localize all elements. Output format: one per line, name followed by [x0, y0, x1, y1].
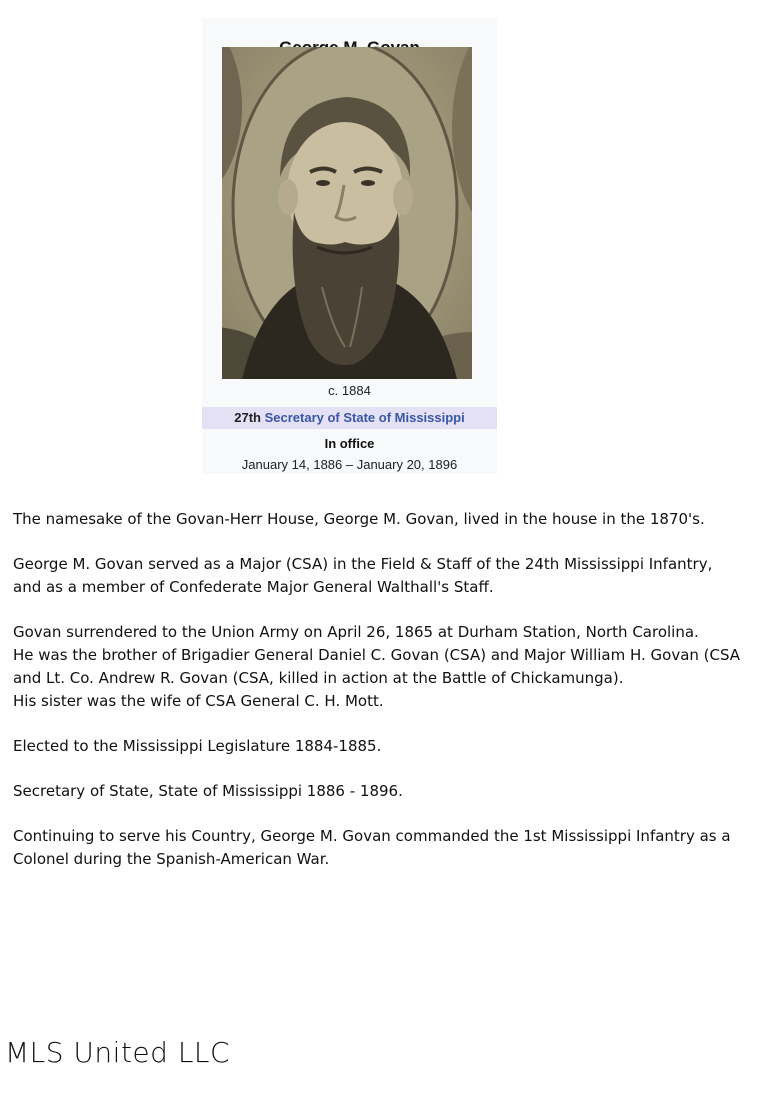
paragraph-namesake: The namesake of the Govan-Herr House, George M. Govan, lived in the house in the 1870's.: [13, 510, 705, 528]
paragraph-spanish-war: Continuing to serve his Country, George M. Govan commanded the 1st Mississippi Infantry as a Colonel during the Spanish-American War.: [13, 827, 731, 868]
watermark-logo: MLS United LLC: [5, 1036, 231, 1069]
paragraph-surrender: Govan surrendered to the Union Army on April 26, 1865 at Durham Station, North Carolina. He was the brother of Brigadier General Daniel C. Govan (CSA) and Major William H. Govan (CSA and Lt. Co. Andrew R. Govan (CSA, killed in action at the Battle of Chickamunga). His sister was the wife of CSA General C. H. Mott.: [13, 623, 741, 710]
office-number: 27th: [234, 410, 261, 425]
paragraph-secretary: Secretary of State, State of Mississippi 1886 - 1896.: [13, 782, 403, 800]
photo-caption: c. 1884: [328, 383, 371, 398]
biography-text: [13, 508, 753, 893]
term-dates: January 14, 1886 – January 20, 1896: [241, 457, 458, 472]
infobox: [202, 18, 497, 474]
paragraph-service: George M. Govan served as a Major (CSA) in the Field & Staff of the 24th Mississippi Infantry, and as a member of Confederate Major General Walthall's Staff.: [13, 555, 713, 596]
office-title-link[interactable]: Secretary of State of Mississippi: [264, 410, 465, 425]
in-office-label: In office: [324, 436, 375, 451]
office-header: [202, 407, 497, 429]
portrait-photo: [222, 47, 472, 379]
paragraph-legislature: Elected to the Mississippi Legislature 1884-1885.: [13, 737, 382, 755]
